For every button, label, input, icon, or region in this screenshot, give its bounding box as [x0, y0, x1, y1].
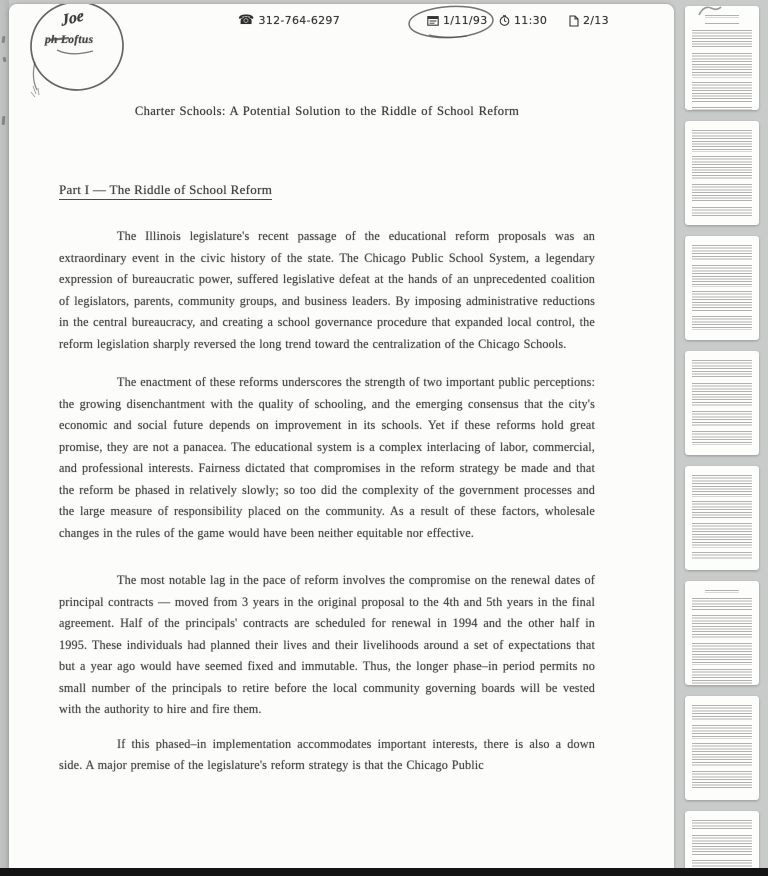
paragraph-4: If this phased–in implementation accommodates important interests, there is also a down side. A major premise of the legislature's reform strategy is that the Chicago Public [59, 736, 595, 772]
thumbnail-text-lines [692, 411, 752, 427]
thumbnail-text-lines [692, 475, 752, 497]
thumbnail-text-lines [692, 107, 752, 110]
thumbnail-text-lines [692, 835, 752, 857]
page-thumbnail[interactable] [685, 581, 759, 685]
page-thumbnail[interactable] [685, 696, 759, 800]
thumbnail-text-lines [705, 590, 740, 593]
time-text: 11:30 [514, 14, 548, 27]
thumbnail-panel [676, 0, 768, 876]
thumbnail-text-lines [692, 245, 752, 261]
thumbnail-text-lines [705, 23, 740, 26]
thumbnail-text-lines [692, 207, 752, 218]
document-page [9, 4, 674, 868]
bottom-bar [0, 868, 768, 876]
thumbnail-text-lines [692, 316, 752, 330]
thumbnail-text-lines [692, 431, 752, 445]
stamp-name-last: ph Loftus [45, 34, 94, 46]
date-text: 1/11/93 [443, 14, 488, 27]
page-counter-text: 2/13 [583, 14, 609, 27]
document-body [59, 4, 595, 777]
thumbnail-text-lines [692, 705, 752, 721]
thumbnail-text-lines [692, 743, 752, 767]
thumbnail-text-lines [692, 82, 752, 104]
thumbnail-text-lines [692, 615, 752, 639]
page-thumbnail[interactable] [685, 236, 759, 340]
thumbnail-text-lines [692, 30, 752, 49]
paragraph-3: The most notable lag in the pace of reform involves the compromise on the renewal dates of principal contracts — moved from 3 years in the original proposal to the 4th and 5th years in the final agreement. Half of the principals' contracts are scheduled for renewal in 1994 and the other half in 1995. These individuals had planned their lives and their livelihoods around a set of expectations that but a year ago would have seemed fixed and immutable. Thus, the longer phase–in period permits no small number of the principals to retire before the local community governing boards will be vested with the authority to hire and fire them. [59, 573, 595, 716]
thumbnail-text-lines [692, 643, 752, 665]
thumbnail-text-lines [692, 130, 752, 152]
page-curl-icon [697, 6, 723, 16]
section-heading: Part I — The Riddle of School Reform [59, 182, 272, 200]
page-thumbnail[interactable] [685, 466, 759, 570]
thumbnail-text-lines [692, 53, 752, 77]
phone-number-text: 312-764-6297 [258, 14, 341, 27]
stamp-name-first: Joe [60, 7, 85, 30]
page-thumbnail[interactable] [685, 351, 759, 455]
thumbnail-text-lines [692, 156, 752, 180]
page-thumbnail[interactable] [685, 6, 759, 110]
thumbnail-text-lines [692, 360, 752, 379]
page-thumbnail[interactable] [685, 811, 759, 876]
thumbnail-text-lines [692, 669, 752, 685]
thumbnail-text-lines [692, 598, 752, 612]
thumbnail-text-lines [692, 725, 752, 739]
thumbnail-text-lines [692, 184, 752, 203]
phone-icon: ☎ [238, 13, 255, 28]
thumbnail-text-lines [692, 552, 752, 560]
paragraph-1: The Illinois legislature's recent passage of the educational reform proposals was an extraordinary event in the civic history of the state. The Chicago Public School System, a legendary expression of bureaucratic power, suffered legislative defeat at the hands of an unprecedented coalition of legislators, parents, community groups, and business leaders. By imposing administrative reductions in the central bureaucracy, and creating a school governance procedure that expanded local control, the reform legislation sharply reversed the long trend toward the centralization of the Chicago Schools. [59, 229, 595, 351]
pen-mark [2, 116, 6, 125]
page-left-edge [0, 0, 9, 868]
thumbnail-text-lines [692, 501, 752, 520]
thumbnail-text-lines [692, 771, 752, 790]
page-thumbnail[interactable] [685, 121, 759, 225]
document-title: Charter Schools: A Potential Solution to the Riddle of School Reform [134, 104, 520, 118]
paragraph-2: The enactment of these reforms underscores the strength of two important public perceptions: the growing disenchantment with the quality of schooling, and the emerging consensus that the city's economic and social future depends on improvement in its schools. Yet if these reforms hold great promise, they are not a panacea. The educational system is a complex interlacing of labor, commercial, and professional interests. Fairness dictated that compromises in the reform strategy be made and that the reform be phased in relatively slowly; so too did the complexity of the government processes and the large measure of responsibility placed on the community. As a result of these factors, wholesale changes in the rules of the game would have been neither equitable nor effective. [59, 375, 595, 540]
thumbnail-text-lines [692, 291, 752, 313]
thumbnail-text-lines [692, 523, 752, 547]
thumbnail-text-lines [692, 820, 752, 831]
thumbnail-text-lines [692, 265, 752, 287]
thumbnail-text-lines [692, 383, 752, 407]
